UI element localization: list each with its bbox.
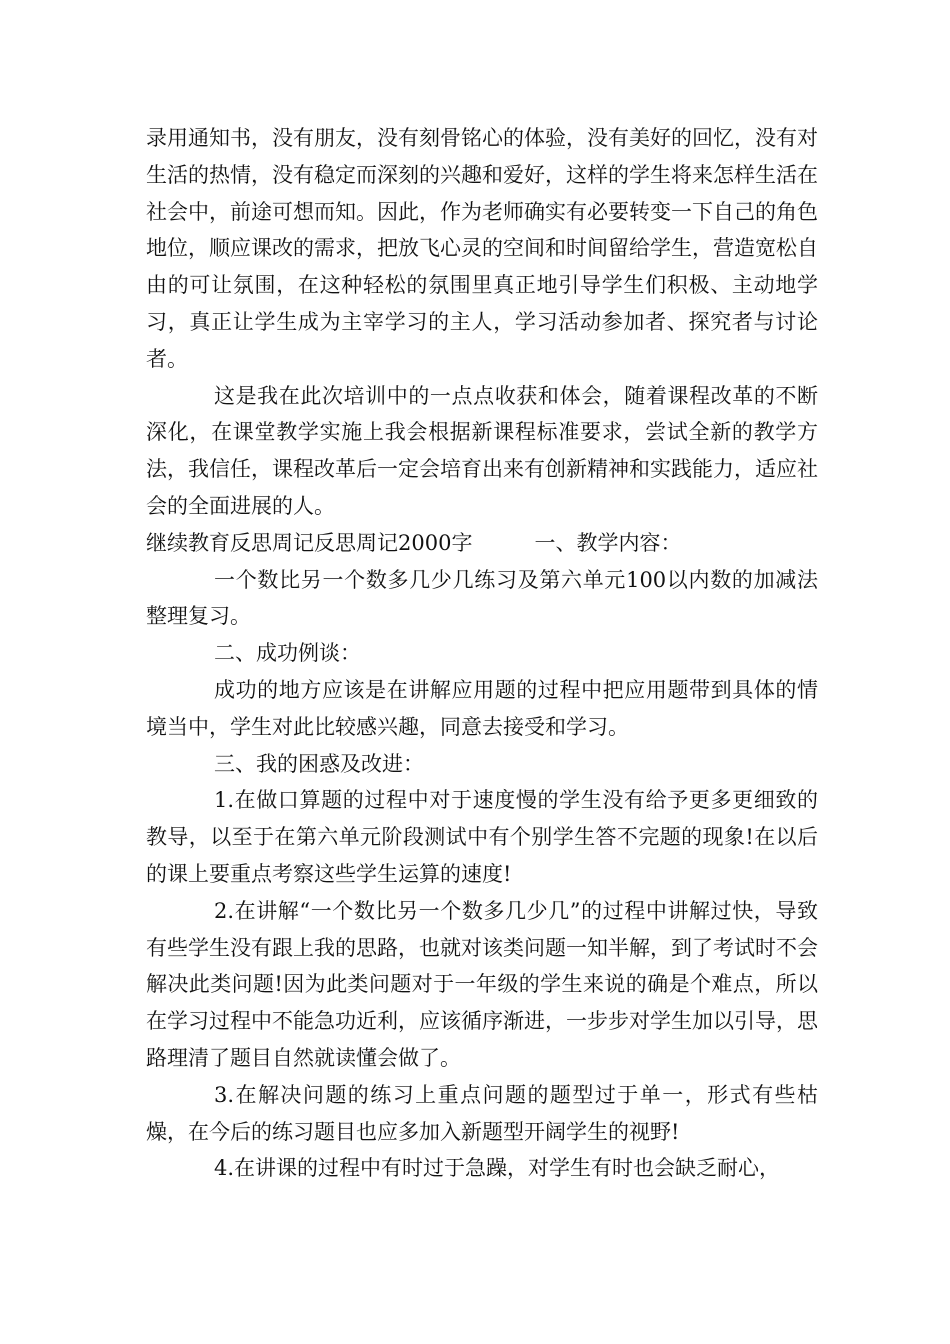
document-body xyxy=(146,120,818,1187)
list-item-4: 4.在讲课的过程中有时过于急躁，对学生有时也会缺乏耐心， xyxy=(214,1156,781,1181)
paragraph-training-reflection: 这是我在此次培训中的一点点收获和体会，随着课程改革的不断深化，在课堂教学实施上我会根据新课程标准要求，尝试全新的教学方法，我信任，课程改革后一定会培育出来有创新精神和实践能力，适应社会的全面进展的人。 xyxy=(146,383,818,518)
list-item-1: 1.在做口算题的过程中对于速度慢的学生没有给予更多更细致的教导，以至于在第六单元阶段测试中有个别学生答不完题的现象!在以后的课上要重点考察这些学生运算的速度! xyxy=(146,788,818,886)
title-line xyxy=(146,525,818,562)
section-heading-teaching-content: 一、教学内容： xyxy=(534,530,682,555)
paragraph-success: 成功的地方应该是在讲解应用题的过程中把应用题带到具体的情境当中，学生对此比较感兴趣，同意去接受和学习。 xyxy=(146,677,818,739)
section-heading-success: 二、成功例谈： xyxy=(214,641,361,666)
paragraph-continuation: 录用通知书，没有朋友，没有刻骨铭心的体验，没有美好的回忆，没有对生活的热情，没有稳定而深刻的兴趣和爱好，这样的学生将来怎样生活在社会中，前途可想而知。因此，作为老师确实有必要转变一下自己的角色地位，顺应课改的需求，把放飞心灵的空间和时间留给学生，营造宽松自由的可让氛围，在这种轻松的氛围里真正地引导学生们积极、主动地学习，真正让学生成为主宰学习的主人，学习活动参加者、探究者与讨论者。 xyxy=(146,126,818,371)
section-heading-confusion: 三、我的困惑及改进： xyxy=(214,751,424,776)
paragraph-teaching-content: 一个数比另一个数多几少几练习及第六单元100以内数的加减法整理复习。 xyxy=(146,567,818,629)
list-item-3: 3.在解决问题的练习上重点问题的题型过于单一，形式有些枯燥，在今后的练习题目也应多加入新题型开阔学生的视野! xyxy=(146,1082,818,1144)
document-title: 继续教育反思周记反思周记2000字 xyxy=(146,530,473,555)
list-item-2: 2.在讲解“一个数比另一个数多几少几”的过程中讲解过快，导致有些学生没有跟上我的思路，也就对该类问题一知半解，到了考试时不会解决此类问题!因为此类问题对于一年级的学生来说的确是个难点，所以在学习过程中不能急功近利，应该循序渐进，一步步对学生加以引导，思路理清了题目自然就读懂会做了。 xyxy=(146,898,818,1070)
